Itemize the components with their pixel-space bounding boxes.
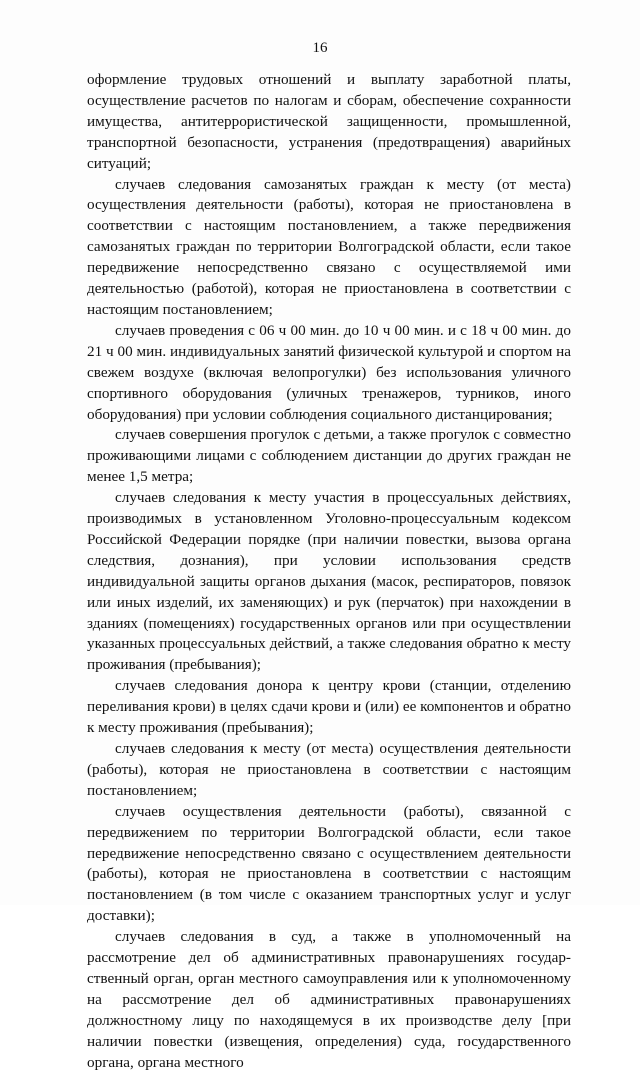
paragraph-self-employed: случаев следования самозанятых граждан к месту (от места) осуществления деятельности (работы), которая не приостановлена в соответствии с настоящим постановлением, а также передвижения самозанятых граждан по территории Волгоградской области, если такое передвижение непосредственно связано с осуществляемой ими деятельностью (работой), которая не приостановлена в соответствии с настоящим постановлением; xyxy=(87,175,571,318)
paragraph-walks: случаев совершения прогулок с детьми, а также прогулок с совместно проживающими лицами с соблюдением дистанции до других граждан не менее 1,5 метра; xyxy=(87,426,571,486)
paragraph-court: случаев следования в суд, а также в уполномоченный на рассмотрение дел об административных правонарушениях государ-ственный орган, орган местного самоуправления или к уполномоченному на рассмотрение дел об административных правонарушениях должностному лицу по находящемуся в их производстве делу [при наличии повестки (извещения, определения) суда, государственного органа, органа местного xyxy=(87,928,571,1071)
paragraph-work-commute: случаев следования к месту (от места) осуществления деятельности (работы), которая не приостановлена в соответствии с настоящим постановлением; xyxy=(87,740,571,799)
paragraph-sports: случаев проведения с 06 ч 00 мин. до 10 ч 00 мин. и с 18 ч 00 мин. до 21 ч 00 мин. индивидуальных занятий физической культурой и спортом на свежем воздухе (включая велопрогулки) без использования уличного спортивного оборудования (уличных тренажеров, турников, иного оборудования) при условии соблюдения социального дистанцирования; xyxy=(87,321,571,423)
paragraph-work-travel: случаев осуществления деятельности (работы), связанной с передвижением по территории Волгоградской области, если такое передвижение непосредственно связано с осуществлением деятельности (работы), которая не приостановлена в соответствии с настоящим постановлением (в том числе с оказанием транспортных услуг и услуг доставки); xyxy=(87,802,571,925)
paragraph-blood-donor: случаев следования донора к центру крови (станции, отделению переливания крови) в целях сдачи крови и (или) ее компонентов и обратно к месту проживания (пребывания); xyxy=(87,677,571,737)
paragraph-continuation: оформление трудовых отношений и выплату заработной платы, осуществление расчетов по налогам и сборам, обеспечение сохранности имущества, антитеррористической защищенности, промышленной, транспортной безопасности, устранения (предотвращения) аварийных ситуаций; xyxy=(87,71,571,172)
paragraph-procedural-actions: случаев следования к месту участия в процессуальных действиях, производимых в установленном Уголовно-процессуальным кодексом Российской Федерации порядке (при наличии повестки, вызова органа следствия, дознания), при условии использования средств индивидуальной защиты органов дыхания (масок, респираторов, повязок или иных изделий, их заменяющих) и рук (перчаток) при нахождении в зданиях (помещениях) государственных органов или при осуществлении указанных процессуальных действий, а также следования обратно к месту проживания (пребывания); xyxy=(87,489,571,674)
page-number: 16 xyxy=(312,40,328,56)
document-body xyxy=(87,70,571,1074)
